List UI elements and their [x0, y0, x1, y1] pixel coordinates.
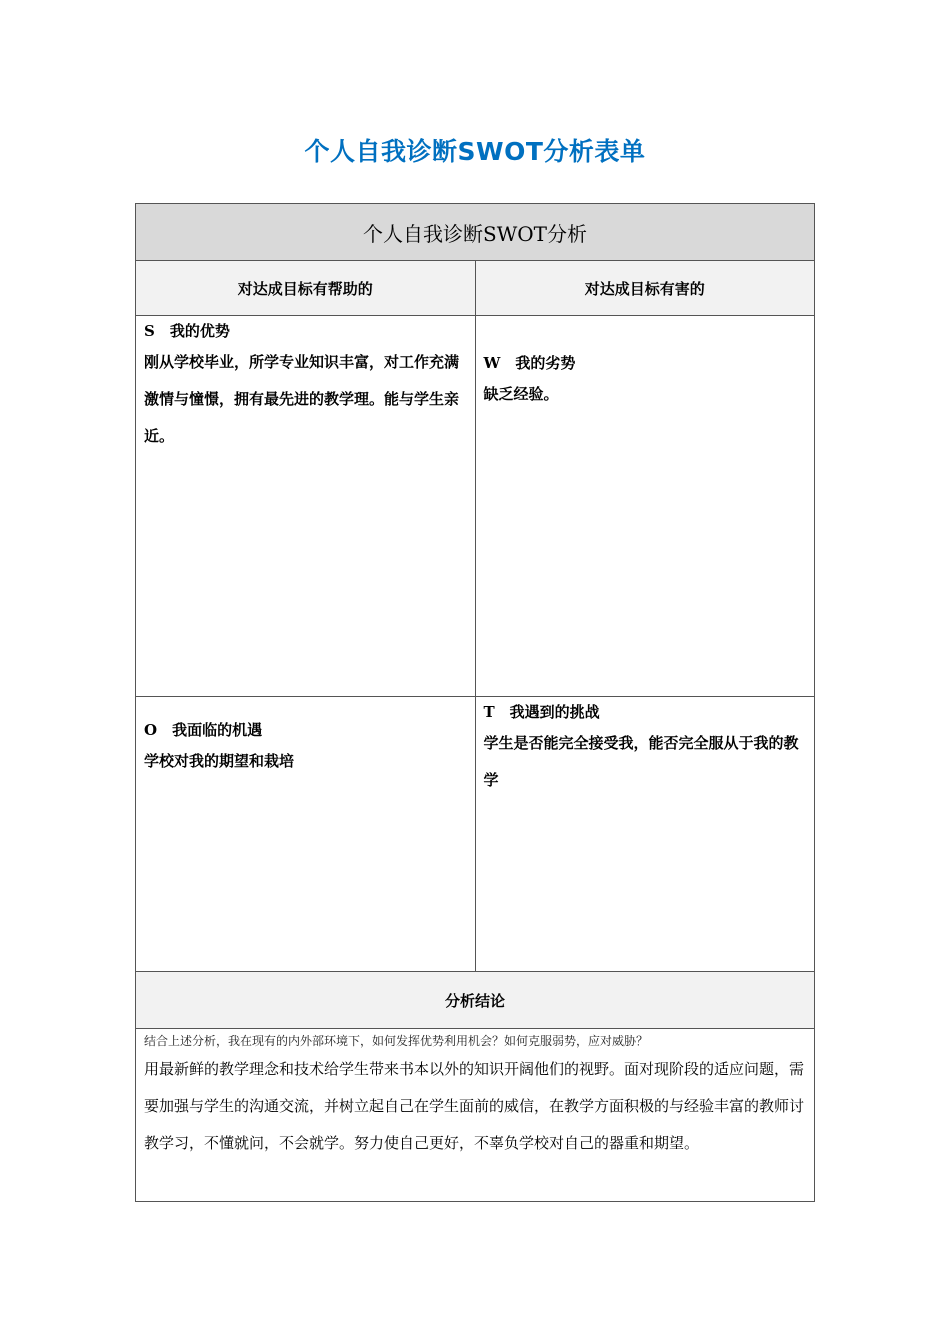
table-header: 个人自我诊断SWOT分析 — [136, 204, 815, 261]
weaknesses-label: W 我的劣势 — [483, 354, 576, 372]
weaknesses-cell — [475, 316, 815, 697]
conclusion-cell — [136, 1029, 815, 1202]
threats-label: T 我遇到的挑战 — [483, 703, 600, 721]
strengths-label: S 我的优势 — [144, 322, 230, 340]
strengths-cell — [136, 316, 476, 697]
opportunities-cell — [136, 697, 476, 972]
threats-cell — [475, 697, 815, 972]
opportunities-text: 学校对我的期望和栽培 — [144, 752, 295, 770]
swot-table — [135, 203, 815, 1202]
document-title: 个人自我诊断SWOT分析表单 — [304, 137, 646, 166]
weaknesses-text: 缺乏经验。 — [483, 385, 559, 403]
conclusion-text: 用最新鲜的教学理念和技术给学生带来书本以外的知识开阔他们的视野。面对现阶段的适应问题，需要加强与学生的沟通交流，并树立起自己在学生面前的威信，在教学方面积极的与经验丰富的教师讨教学习，不懂就问，不会就学。努力使自己更好，不辜负学校对自己的器重和期望。 — [144, 1060, 805, 1152]
threats-text: 学生是否能完全接受我，能否完全服从于我的教学 — [483, 734, 799, 789]
conclusion-prompt: 结合上述分析，我在现有的内外部环境下，如何发挥优势利用机会？如何克服弱势，应对威胁？ — [144, 1034, 649, 1048]
opportunities-label: O 我面临的机遇 — [144, 721, 263, 739]
strengths-text: 刚从学校毕业，所学专业知识丰富，对工作充满激情与憧憬，拥有最先进的教学理。能与学生亲近。 — [144, 353, 460, 445]
column-harmful-header: 对达成目标有害的 — [475, 261, 815, 316]
column-helpful-header: 对达成目标有帮助的 — [136, 261, 476, 316]
conclusion-header: 分析结论 — [136, 972, 815, 1029]
